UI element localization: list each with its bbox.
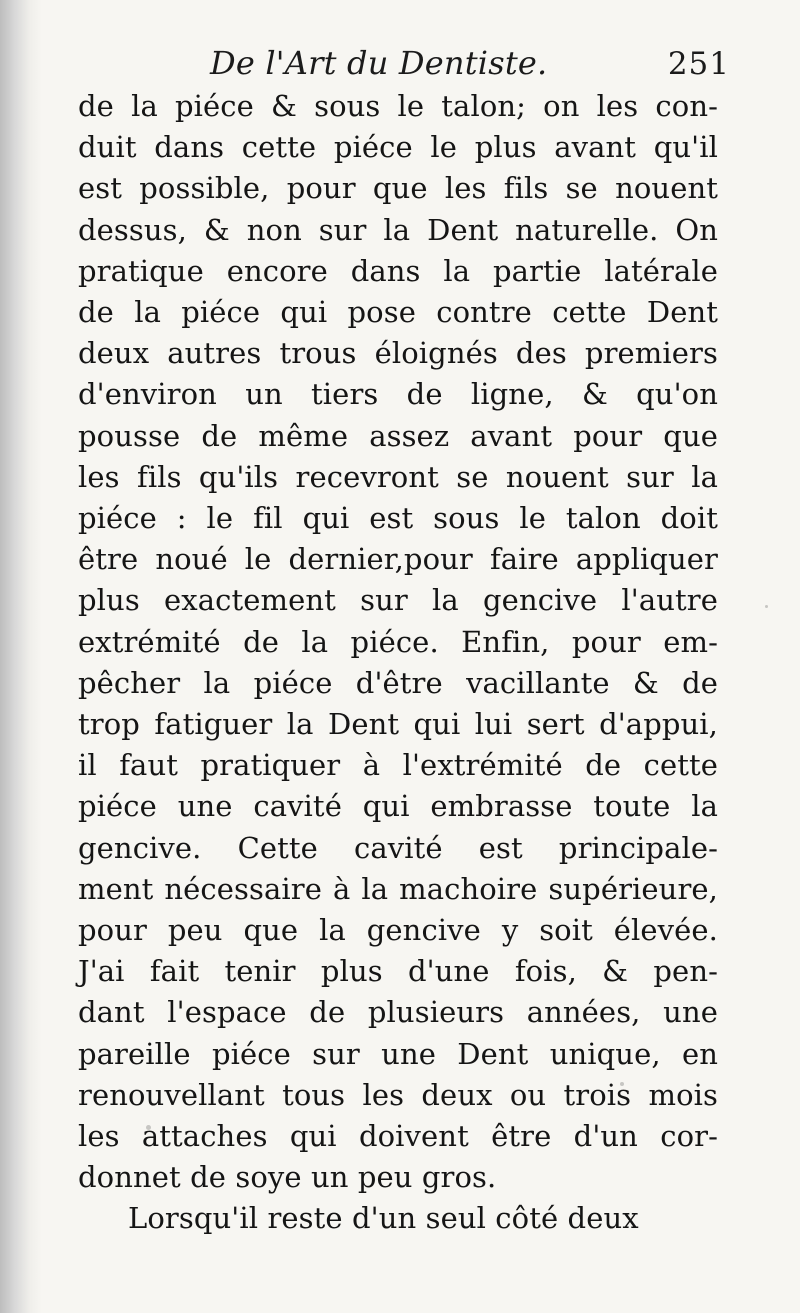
text-line: duit dans cette piéce le plus avant qu'il (78, 130, 718, 165)
paper-speckle (765, 605, 768, 608)
text-line: de la piéce qui pose contre cette Dent (78, 295, 718, 330)
text-line: être noué le dernier,pour faire appliquer (78, 542, 718, 577)
paper-speckle (146, 1125, 151, 1130)
text-line: d'environ un tiers de ligne, & qu'on (78, 377, 718, 412)
text-line: dant l'espace de plusieurs années, une (78, 995, 718, 1030)
text-line: donnet de soye un peu gros. (78, 1160, 497, 1195)
page-header (210, 44, 730, 92)
text-line: renouvellant tous les deux ou trois mois (78, 1077, 718, 1112)
text-line: les fils qu'ils recevront se nouent sur la (78, 459, 718, 494)
text-line: extrémité de la piéce. Enfin, pour em- (78, 624, 718, 659)
text-line: ment nécessaire à la machoire supérieure, (78, 871, 718, 906)
paper-speckle (620, 1082, 624, 1086)
page-number: 251 (667, 46, 730, 82)
text-line: pareille piéce sur une Dent unique, en (78, 1036, 718, 1071)
body-text (78, 86, 718, 1240)
text-line: deux autres trous éloignés des premiers (78, 336, 718, 371)
text-line: pousse de même assez avant pour que (78, 418, 718, 453)
text-line: est possible, pour que les fils se nouent (78, 171, 718, 206)
text-line: gencive. Cette cavité est principale- (78, 830, 718, 865)
running-title: De l'Art du Dentiste. (210, 44, 548, 82)
text-line: piéce une cavité qui embrasse toute la (78, 789, 718, 824)
text-line: plus exactement sur la gencive l'autre (78, 583, 718, 618)
text-line: de la piéce & sous le talon; on les con- (78, 89, 718, 123)
text-line: pratique encore dans la partie latérale (78, 253, 718, 288)
text-line: piéce : le fil qui est sous le talon doit (78, 501, 718, 536)
text-line: Lorsqu'il reste d'un seul côté deux (128, 1201, 639, 1236)
text-line: pour peu que la gencive y soit élevée. (78, 913, 718, 948)
text-line: trop fatiguer la Dent qui lui sert d'appui, (78, 707, 718, 742)
text-line: J'ai fait tenir plus d'une fois, & pen- (78, 954, 718, 989)
text-line: il faut pratiquer à l'extrémité de cette (78, 748, 718, 783)
text-line: dessus, & non sur la Dent naturelle. On (78, 212, 718, 247)
text-line: pêcher la piéce d'être vacillante & de (78, 665, 718, 700)
binding-shadow (0, 0, 42, 1313)
text-line: les attaches qui doivent être d'un cor- (78, 1119, 718, 1154)
